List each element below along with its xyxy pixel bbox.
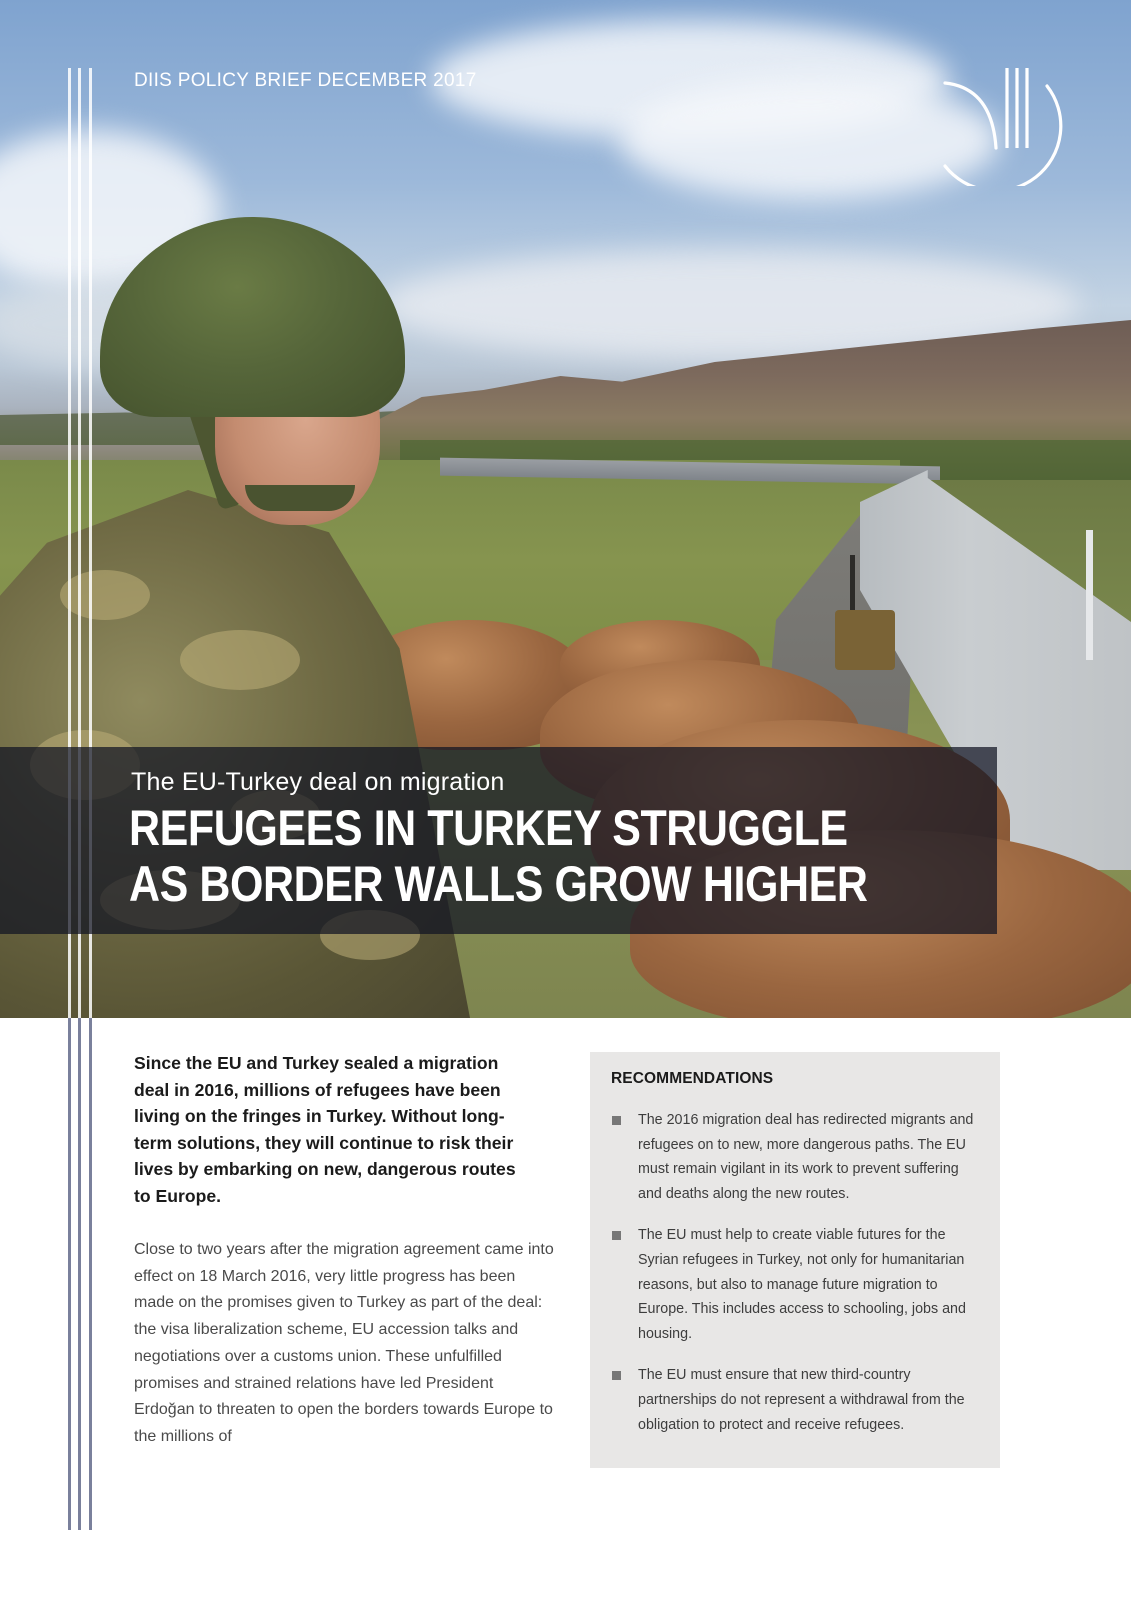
recommendation-item <box>611 1363 981 1437</box>
recommendations-heading: RECOMMENDATIONS <box>611 1070 774 1087</box>
cover-title <box>129 800 867 912</box>
cover-title-line: REFUGEES IN TURKEY STRUGGLE <box>129 800 848 856</box>
recommendations-box <box>590 1052 1000 1468</box>
decorative-rule-line <box>68 1018 71 1530</box>
decorative-rule-line <box>89 1018 92 1530</box>
publication-label: DIIS POLICY BRIEF DECEMBER 2017 <box>134 70 477 91</box>
cover-subtitle: The EU-Turkey deal on migration <box>131 768 505 796</box>
diis-logo-icon <box>940 66 1065 186</box>
recommendation-text: The 2016 migration deal has redirected migrants and refugees on to new, more dangerous paths. The EU must remain vigilant in its work to prevent suffering and deaths along the new routes. <box>638 1112 974 1202</box>
chin-strap <box>245 485 355 511</box>
cover-title-line: AS BORDER WALLS GROW HIGHER <box>129 856 868 912</box>
recommendation-item <box>611 1223 981 1346</box>
recommendation-text: The EU must ensure that new third-country partnerships do not represent a withdrawal from the obligation to protect and receive refugees. <box>638 1367 965 1433</box>
body-paragraph: Close to two years after the migration agreement came into effect on 18 March 2016, very little progress has been made on the promises given to Turkey as part of the deal: the visa liberalization scheme, EU accession talks and negotiations over a customs union. These unfulfilled promises and strained relations have led President Erdoğan to threaten to open the borders towards Europe to the millions of <box>134 1241 554 1445</box>
recommendation-text: The EU must help to create viable futures for the Syrian refugees in Turkey, not only for humanitarian reasons, but also to manage future migration to Europe. This includes access to schooling, jobs and housing. <box>638 1227 966 1342</box>
square-bullet-icon <box>612 1231 621 1240</box>
square-bullet-icon <box>612 1116 621 1125</box>
recommendation-item <box>611 1108 981 1206</box>
square-bullet-icon <box>612 1371 621 1380</box>
recommendations-list <box>611 1108 981 1454</box>
lead-paragraph: Since the EU and Turkey sealed a migration deal in 2016, millions of refugees have been living on the fringes in Turkey. Without long-term solutions, they will continue to risk their lives by embarking on new, dangerous routes to Europe. <box>134 1053 516 1206</box>
vehicle-mast <box>850 555 855 615</box>
decorative-rule-line <box>78 1018 81 1530</box>
